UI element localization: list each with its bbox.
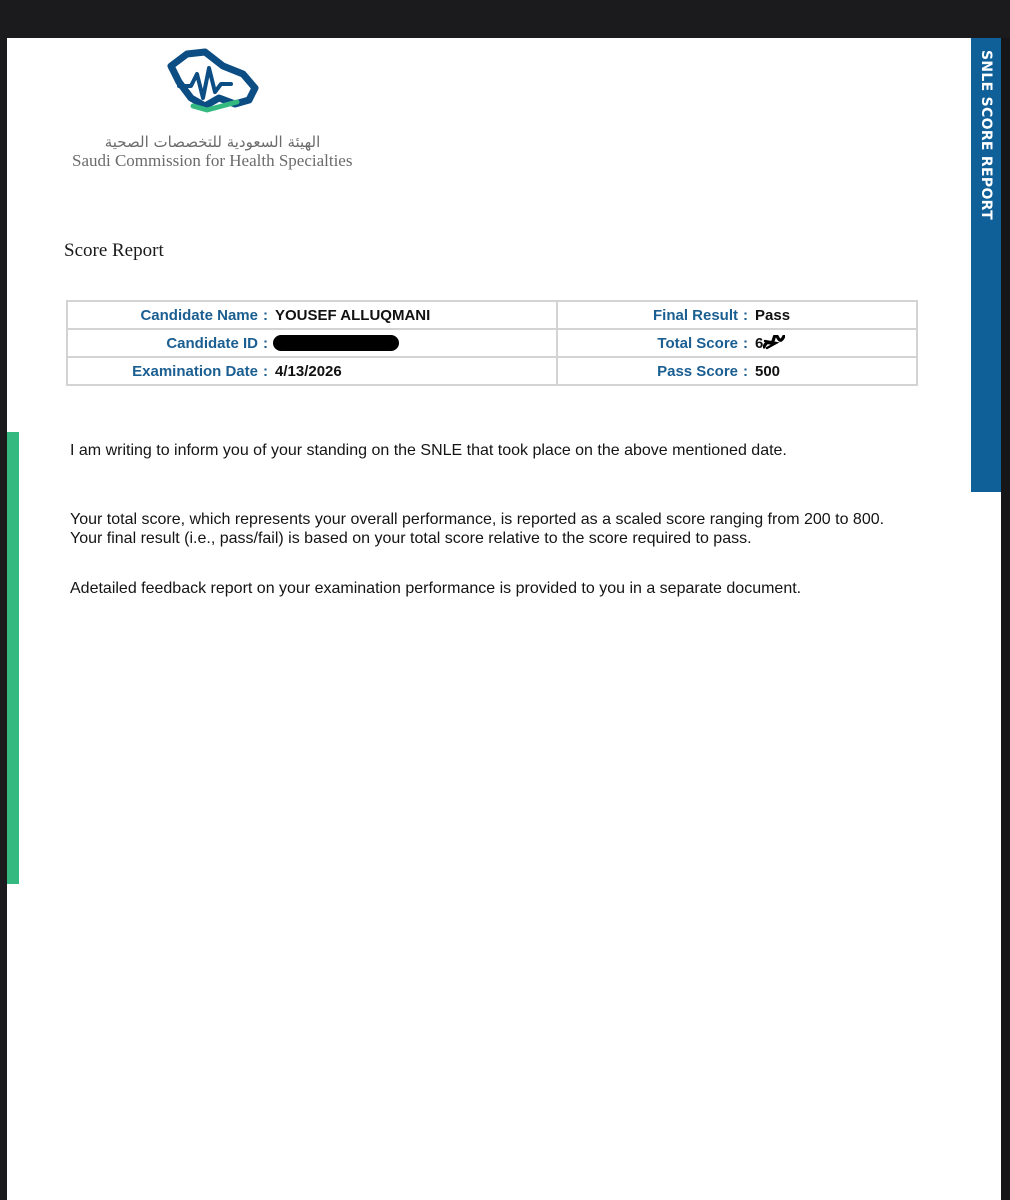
exam-date-cell: [67, 357, 557, 385]
candidate-id-cell: [67, 329, 557, 357]
redaction-mark: [273, 335, 399, 351]
final-result-cell: [557, 301, 917, 329]
heart-pulse-map-logo: [165, 48, 260, 116]
page-edge: [1001, 38, 1010, 1200]
table-row: [67, 329, 917, 357]
pass-score-cell: [557, 357, 917, 385]
total-score-cell: [557, 329, 917, 357]
body-paragraph: I am writing to inform you of your standing on the SNLE that took place on the above mentioned date.: [70, 442, 787, 459]
pass-score-value: 500: [755, 362, 781, 380]
body-paragraph: Your total score, which represents your overall performance, is reported as a scaled score ranging from 200 to 800. Your final result (i.e., pass/fail) is based on your total score relative to the score required to pass.: [70, 511, 885, 547]
candidate-info-table: [66, 300, 918, 386]
total-score-value: 6: [755, 334, 764, 352]
label-separator: :: [743, 306, 748, 324]
pass-score-label: Pass Score: [657, 362, 738, 380]
org-name-english: Saudi Commission for Health Specialties: [72, 151, 353, 170]
label-separator: :: [743, 362, 748, 380]
org-name-arabic: الهيئة السعودية للتخصصات الصحية: [104, 133, 321, 151]
document-page: [7, 38, 1001, 1200]
label-separator: :: [263, 362, 268, 380]
exam-date-value: 4/13/2026: [275, 362, 342, 380]
document-title: Score Report: [64, 240, 164, 261]
total-score-label: Total Score: [657, 334, 738, 352]
accent-bar: [7, 432, 19, 884]
final-result-value: Pass: [755, 306, 791, 324]
side-band-label: SNLE SCORE REPORT: [978, 50, 994, 220]
table-row: [67, 301, 917, 329]
candidate-name-label: Candidate Name: [140, 306, 258, 324]
label-separator: :: [743, 334, 748, 352]
label-separator: :: [263, 334, 268, 352]
exam-date-label: Examination Date: [132, 362, 258, 380]
label-separator: :: [263, 306, 268, 324]
candidate-id-label: Candidate ID: [166, 334, 258, 352]
redaction-scribble: [763, 335, 785, 350]
candidate-name-value: YOUSEF ALLUQMANI: [275, 306, 431, 324]
body-paragraph: Adetailed feedback report on your examination performance is provided to you in a separate document.: [70, 580, 802, 597]
final-result-label: Final Result: [652, 306, 738, 324]
table-row: [67, 357, 917, 385]
candidate-name-cell: [67, 301, 557, 329]
